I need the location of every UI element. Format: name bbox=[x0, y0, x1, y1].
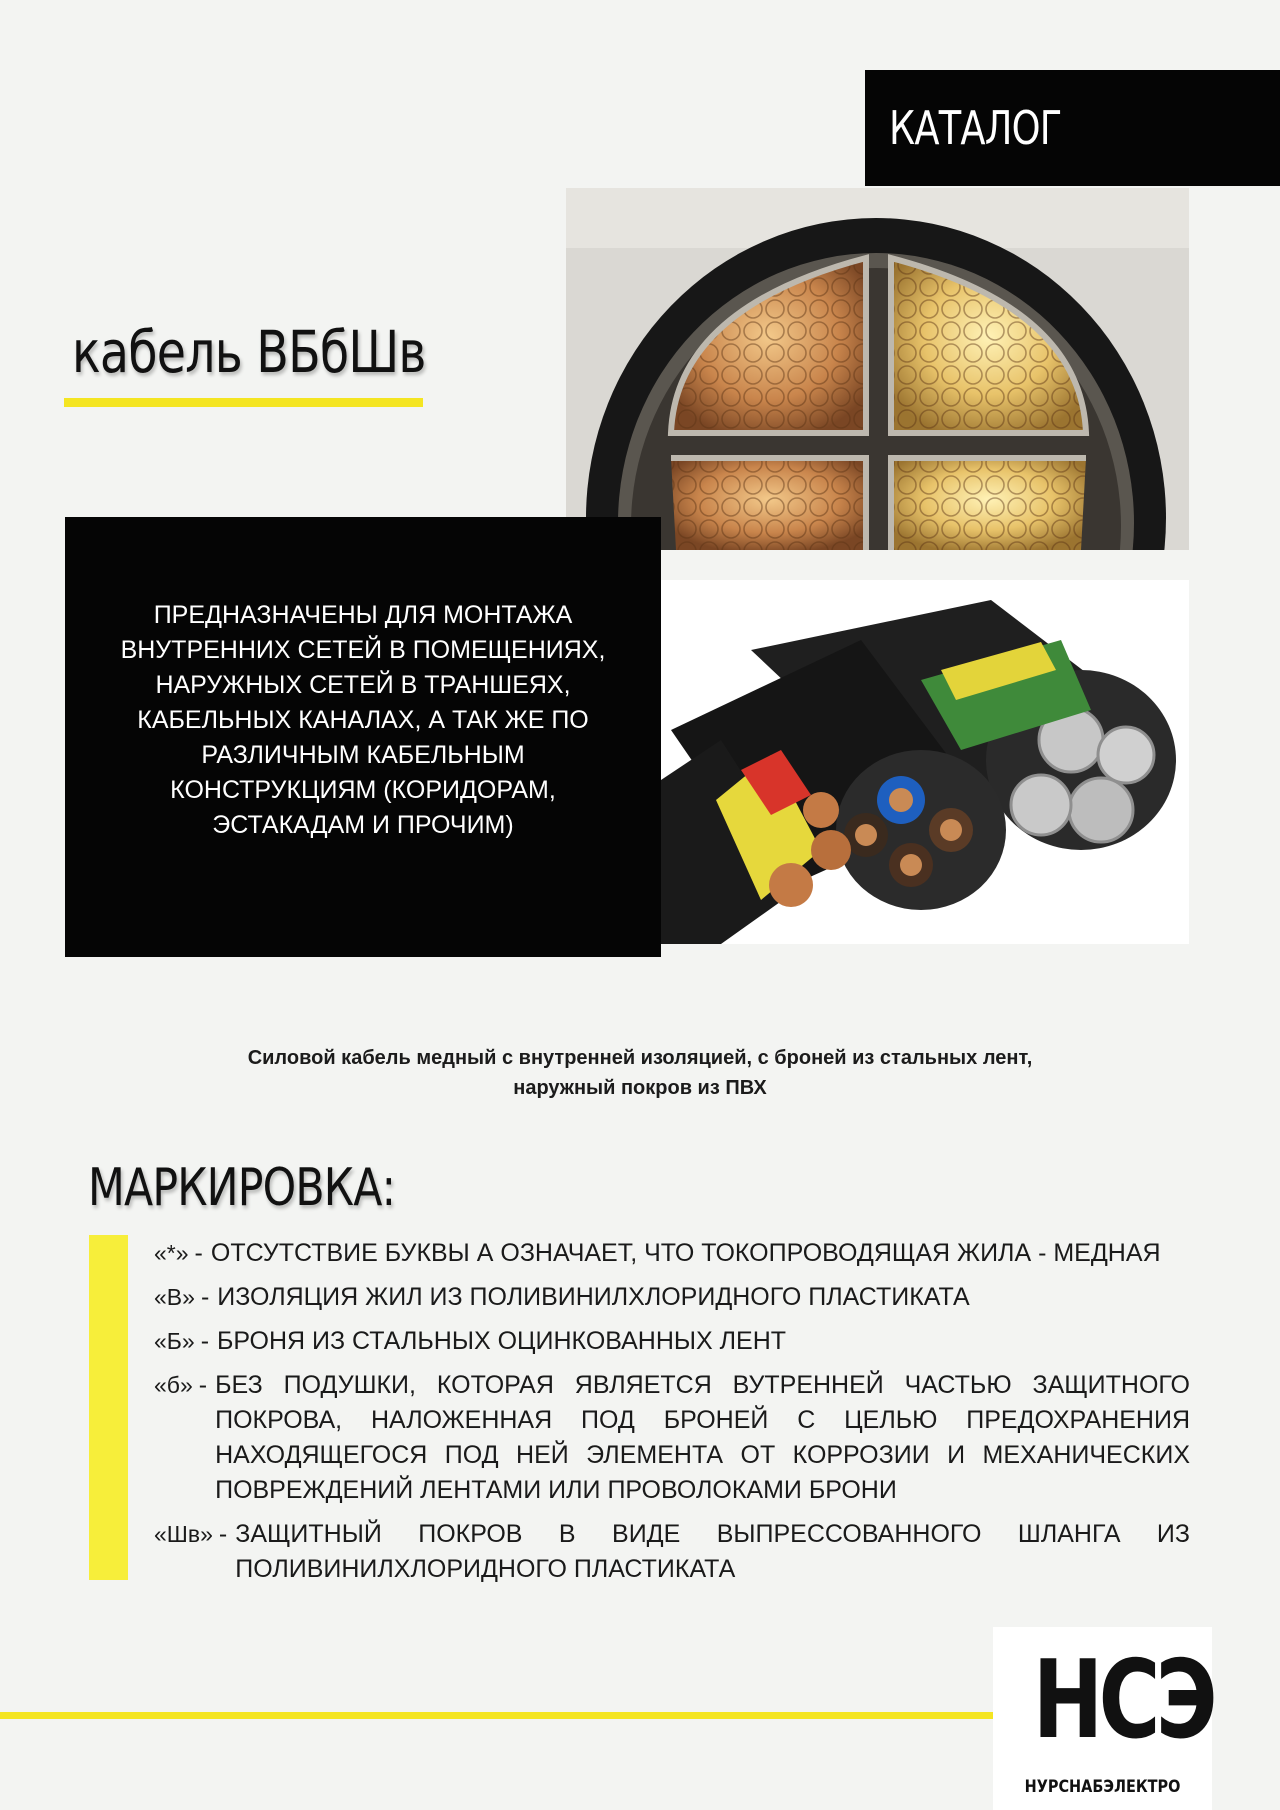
description-line: РАЗЛИЧНЫМ КАБЕЛЬНЫМ bbox=[201, 740, 525, 769]
logo-mark: НСЭ bbox=[1032, 1638, 1213, 1763]
marking-code: «б» bbox=[154, 1372, 193, 1398]
marking-separator: - bbox=[218, 1520, 228, 1548]
catalog-label: КАТАЛОГ bbox=[889, 101, 1062, 155]
marking-code: «Шв» bbox=[154, 1521, 213, 1547]
marking-code: «*» bbox=[154, 1240, 189, 1266]
marking-description: ЗАЩИТНЫЙ ПОКРОВ В ВИДЕ ВЫПРЕССОВАННОГО ШЛАНГА ИЗ ПОЛИВИНИЛХЛОРИДНОГО ПЛАСТИКАТА bbox=[235, 1520, 1190, 1583]
marking-accent-bar bbox=[89, 1235, 128, 1580]
marking-code: «В» bbox=[154, 1284, 195, 1310]
description-line: КАБЕЛЬНЫХ КАНАЛАХ, А ТАК ЖЕ ПО bbox=[137, 705, 589, 734]
marking-heading: МАРКИРОВКА: bbox=[88, 1158, 396, 1218]
title-underline bbox=[64, 398, 423, 407]
marking-code: «Б» bbox=[154, 1328, 195, 1354]
marking-item bbox=[154, 1368, 1190, 1508]
marking-description: БЕЗ ПОДУШКИ, КОТОРАЯ ЯВЛЯЕТСЯ ВУТРЕННЕЙ ЧАСТЬЮ ЗАЩИТНОГО ПОКРОВА, НАЛОЖЕННАЯ ПОД БРОНЕЙ С ЦЕЛЬЮ ПРЕДОХРАНЕНИЯ НАХОДЯЩЕГОСЯ ПОД НЕЙ ЭЛЕМЕНТА ОТ КОРРОЗИИ И МЕХАНИЧЕСКИХ ПОВРЕЖДЕНИЙ ЛЕНТАМИ ИЛИ ПРОВОЛОКАМИ БРОНИ bbox=[215, 1371, 1190, 1504]
description-line: ЭСТАКАДАМ И ПРОЧИМ) bbox=[212, 810, 514, 839]
cables-bundle-photo bbox=[661, 580, 1189, 944]
description-line: НАРУЖНЫХ СЕТЕЙ В ТРАНШЕЯХ, bbox=[155, 670, 571, 699]
product-title: кабель ВБбШв bbox=[72, 318, 426, 386]
marking-item bbox=[154, 1517, 1190, 1587]
cable-cross-section-photo bbox=[566, 188, 1189, 550]
product-caption bbox=[140, 1043, 1140, 1103]
description-line: ПРЕДНАЗНАЧЕНЫ ДЛЯ МОНТАЖА bbox=[153, 600, 573, 629]
description-text bbox=[103, 598, 623, 843]
company-logo bbox=[993, 1627, 1212, 1810]
caption-line: Силовой кабель медный с внутренней изоляцией, с броней из стальных лент, bbox=[247, 1047, 1033, 1069]
catalog-header-box bbox=[865, 70, 1280, 186]
marking-separator: - bbox=[198, 1371, 208, 1399]
description-box bbox=[65, 517, 661, 957]
marking-separator: - bbox=[200, 1327, 210, 1355]
description-line: ВНУТРЕННИХ СЕТЕЙ В ПОМЕЩЕНИЯХ, bbox=[120, 635, 606, 664]
marking-item bbox=[154, 1324, 1190, 1359]
logo-company-name: НУРСНАБЭЛЕКТРО bbox=[1024, 1777, 1181, 1797]
marking-item bbox=[154, 1280, 1190, 1315]
marking-description: ИЗОЛЯЦИЯ ЖИЛ ИЗ ПОЛИВИНИЛХЛОРИДНОГО ПЛАСТИКАТА bbox=[217, 1283, 970, 1311]
description-line: КОНСТРУКЦИЯМ (КОРИДОРАМ, bbox=[170, 775, 556, 804]
footer-accent-line bbox=[0, 1712, 995, 1719]
caption-line: наружный покров из ПВХ bbox=[513, 1077, 767, 1099]
marking-list bbox=[154, 1236, 1190, 1596]
marking-separator: - bbox=[200, 1283, 210, 1311]
marking-description: БРОНЯ ИЗ СТАЛЬНЫХ ОЦИНКОВАННЫХ ЛЕНТ bbox=[217, 1327, 787, 1355]
marking-separator: - bbox=[194, 1239, 203, 1267]
marking-description: ОТСУТСТВИЕ БУКВЫ А ОЗНАЧАЕТ, ЧТО ТОКОПРОВОДЯЩАЯ ЖИЛА - МЕДНАЯ bbox=[210, 1239, 1161, 1267]
marking-item bbox=[154, 1236, 1190, 1271]
